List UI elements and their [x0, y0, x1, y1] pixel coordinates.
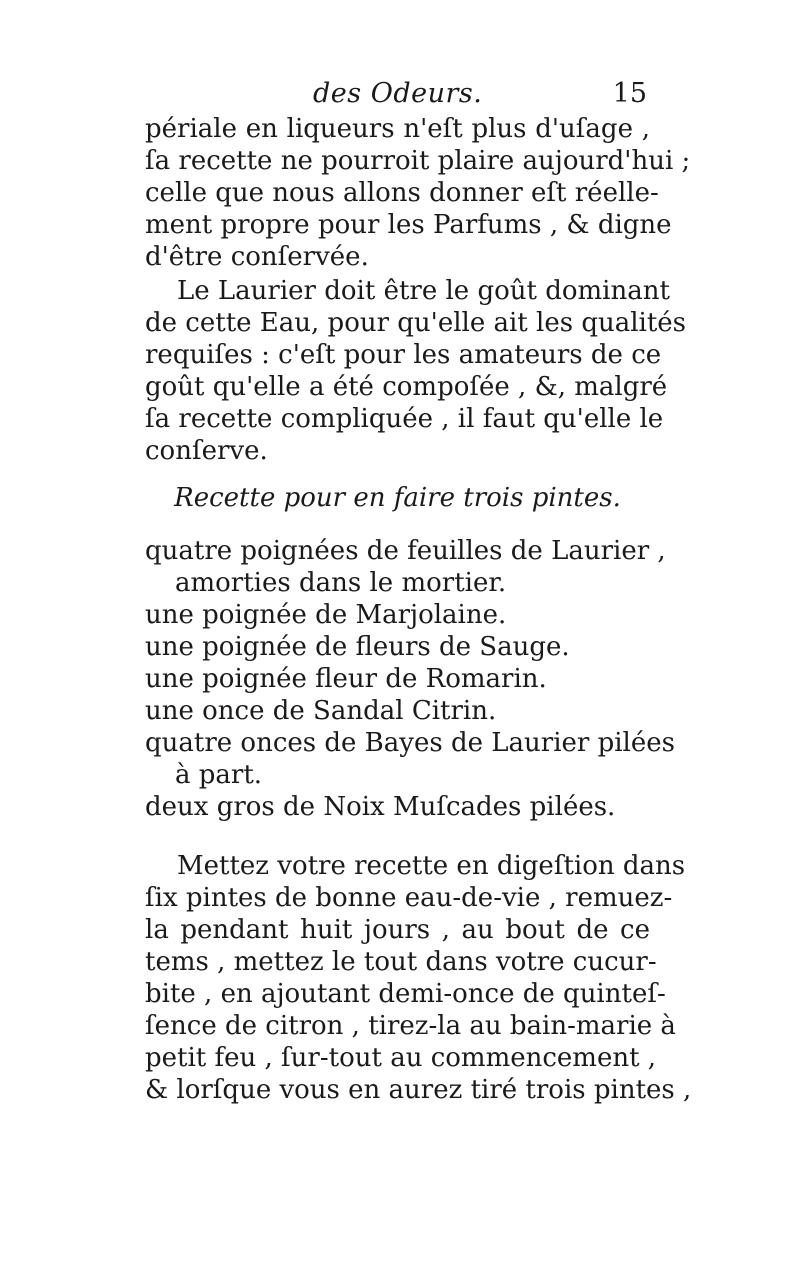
paragraph-continuation [145, 113, 691, 273]
text-line: ſence de citron , tirez-la au bain-marie à [145, 1011, 676, 1041]
text-line: goût qu'elle a été compoſée , &, malgré [145, 372, 668, 402]
text-line: de cette Eau, pour qu'elle ait les qualités [145, 308, 687, 338]
paragraph-method [145, 850, 692, 1106]
ingredient-line: une poignée de Marjolaine. [145, 600, 507, 630]
paragraph-laurier [145, 275, 687, 467]
ingredient-line: une once de Sandal Citrin. [145, 696, 497, 726]
text-line: la pendant huit jours , au bout de ce [145, 915, 650, 945]
text-line: périale en liqueurs n'eſt plus d'uſage , [145, 114, 650, 144]
text-line: Le Laurier doit être le goût dominant [177, 276, 670, 306]
running-title: des Odeurs. [313, 78, 483, 109]
text-line: bite , en ajoutant demi-once de quinteſ- [145, 979, 666, 1009]
page-number: 15 [612, 78, 647, 109]
text-line: petit feu , ſur-tout au commencement , [145, 1043, 657, 1073]
recipe-title: Recette pour en faire trois pintes. [174, 483, 621, 513]
ingredient-line: quatre onces de Bayes de Laurier pilées [145, 728, 675, 758]
ingredient-line: deux gros de Noix Muſcades pilées. [145, 792, 616, 822]
text-line: d'être conſervée. [145, 242, 369, 272]
text-line: celle que nous allons donner eſt réelle- [145, 178, 659, 208]
ingredient-list [145, 535, 675, 823]
running-head [145, 78, 655, 114]
ingredient-line: à part. [175, 760, 263, 790]
ingredient-line: une poignée fleur de Romarin. [145, 664, 547, 694]
text-line: requiſes : c'eſt pour les amateurs de ce [145, 340, 662, 370]
text-line: tems , mettez le tout dans votre cucur- [145, 947, 657, 977]
text-line: ſix pintes de bonne eau-de-vie , remuez- [145, 883, 673, 913]
text-line: ſa recette compliquée , il faut qu'elle le [145, 404, 664, 434]
text-line: Mettez votre recette en digeſtion dans [177, 851, 686, 881]
ingredient-line: une poignée de fleurs de Sauge. [145, 632, 570, 662]
ingredient-line: quatre poignées de feuilles de Laurier , [145, 536, 666, 566]
text-line: & lorſque vous en aurez tiré trois pintes , [145, 1075, 692, 1105]
text-line: conſerve. [145, 436, 268, 466]
text-line: ment propre pour les Parfums , & digne [145, 210, 672, 240]
text-line: ſa recette ne pourroit plaire aujourd'hui ; [145, 146, 691, 176]
ingredient-line: amorties dans le mortier. [175, 568, 507, 598]
